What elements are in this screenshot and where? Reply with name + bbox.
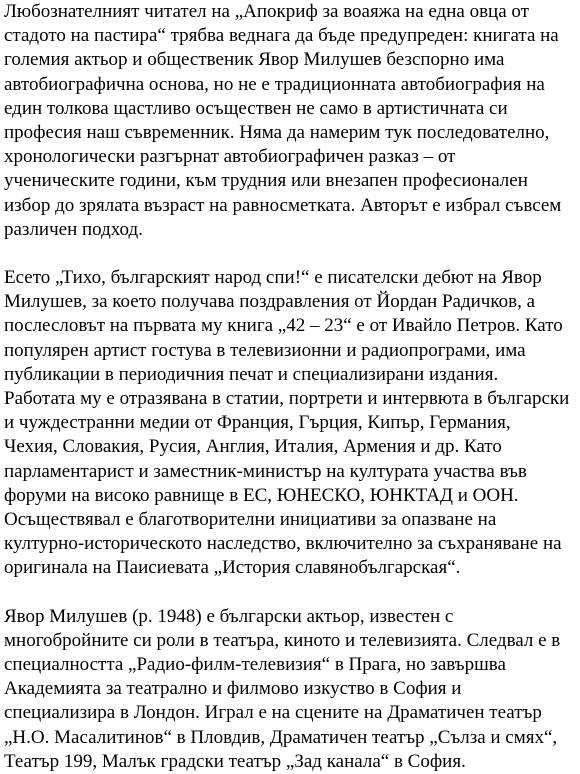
text-line: форуми на високо равнище в ЕС, ЮНЕСКО, ЮНКТАД и ООН. [4, 484, 519, 506]
text-line: специализира в Лондон. Играл е на сцените на Драматичен театър [4, 702, 542, 724]
text-line: Академията за театрално и филмово изкуство в София и [4, 678, 462, 700]
text-line: специалността „Радио-филм-телевизия“ в Прага, но завършва [4, 654, 506, 676]
text-line: хронологически разгърнат автобиографичен разказ – от [4, 146, 456, 168]
text-line: културно-историческото наследство, включително за съхраняване на [4, 533, 562, 555]
text-line: Любознателният читател на „Апокриф за воаяжа на една овца от [4, 1, 529, 22]
text-line: автобиографична основа, но не е традиционната автобиография на [4, 73, 545, 95]
text-line: един толкова щастливо осъществен не само в артистичната си [4, 97, 508, 119]
text-line: Осъществявал е благотворителни инициативи за опазване на [4, 508, 497, 530]
text-line: публикации в периодичния печат и специализирани издания. [4, 363, 499, 385]
text-line: ученическите години, към трудния или внезапен професионален [4, 170, 528, 192]
text-line: избор до зрялата възраст на равносметката. Авторът е избрал съвсем [4, 194, 562, 216]
text-line: парламентарист и заместник-министър на културата участва във [4, 460, 527, 482]
text-line: послесловът на първата му книга „42 – 23“ е от Ивайло Петров. Като [4, 315, 563, 337]
document-page [4, 0, 578, 774]
text-line: Милушев, за което получава поздравления от Йордан Радичков, а [4, 291, 536, 313]
paragraph-biography [4, 605, 578, 774]
text-line: различен подход. [4, 218, 143, 240]
text-line: „Н.О. Масалитинов“ в Пловдив, Драматичен театър „Сълза и смях“, [4, 726, 558, 748]
paragraph-intro [4, 0, 578, 242]
text-line: Чехия, Словакия, Русия, Англия, Италия, Армения и др. Като [4, 436, 502, 458]
text-line: стадото на пастира“ трябва веднага да бъде предупреден: книгата на [4, 25, 559, 47]
text-line: Явор Милушев (р. 1948) е български актьор, известен с [4, 605, 454, 627]
text-line: Работата му е отразявана в статии, портрети и интервюта в български [4, 388, 570, 409]
paragraph-debut [4, 266, 578, 580]
text-line: Театър 199, Малък градски театър „Зад канала“ в София. [4, 750, 466, 772]
text-line: професия наш съвременник. Няма да намерим тук последователно, [4, 121, 550, 143]
text-line: популярен артист гостува в телевизионни и радиопрограми, има [4, 339, 526, 361]
text-line: Есето „Тихо, българският народ спи!“ е писателски дебют на Явор [4, 267, 542, 289]
text-line: големия актьор и общественик Явор Милушев безспорно има [4, 49, 505, 71]
text-line: многобройните си роли в театъра, киното и телевизията. Следвал е в [4, 629, 561, 651]
text-line: оригинала на Паисиевата „История славянобългарская“. [4, 557, 461, 579]
text-line: и чуждестранни медии от Франция, Гърция, Кипър, Германия, [4, 412, 511, 434]
